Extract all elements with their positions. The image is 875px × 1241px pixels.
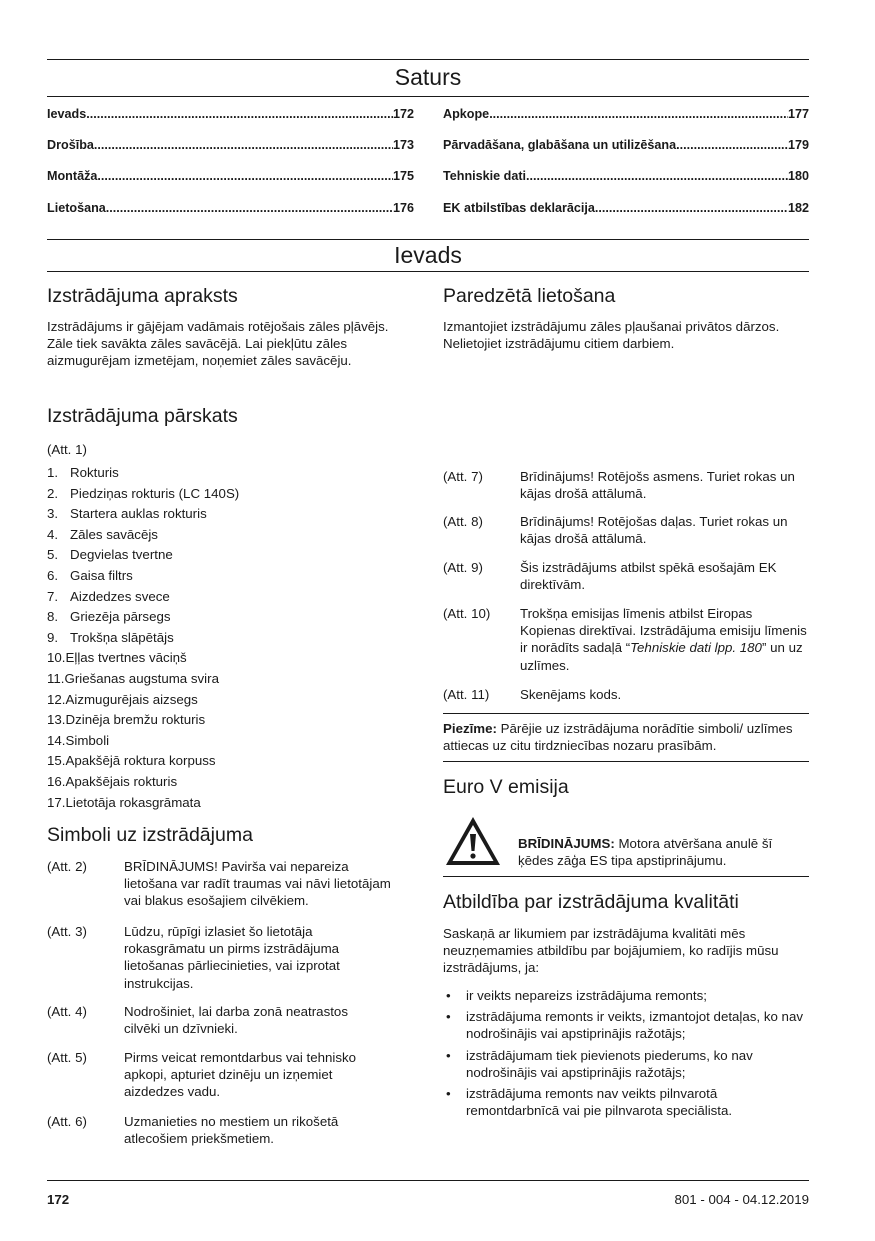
- list-item: 15.Apakšējā roktura korpuss: [47, 753, 216, 769]
- figure-ref: (Att. 11): [443, 687, 490, 702]
- overview-list: [47, 463, 239, 813]
- toc-entry[interactable]: [47, 107, 414, 125]
- description-text: Izstrādājums ir gājējam vadāmais rotējošais zāles pļāvējs. Zāle tiek savākta zāles savācējā. Lai piekļūtu zāles aizmugurējam izmetējam, noņemiet zāles savācēju.: [47, 319, 389, 369]
- description-heading: Izstrādājuma apraksts: [47, 285, 238, 307]
- toc-entry-page: 182: [787, 201, 809, 215]
- toc-entry[interactable]: [443, 201, 809, 219]
- symbol-text: Brīdinājums! Rotējošas daļas. Turiet rokas un kājas drošā attālumā.: [520, 514, 788, 547]
- list-item: 13.Dzinēja bremžu rokturis: [47, 712, 206, 728]
- symbol-entry: [47, 1113, 87, 1130]
- list-item: 4. Zāles savācējs: [47, 526, 158, 542]
- list-item: • ir veikts nepareizs izstrādājuma remonts;: [443, 987, 809, 1004]
- symbol-text: Trokšņa emisijas līmenis atbilst Eiropas Kopienas direktīvai. Izstrādājuma emisiju līmenis ir norādīts sadaļā “Tehniskie dati lpp. 180” un uz uzlīmes.: [520, 606, 807, 673]
- euro-v-heading: Euro V emisija: [443, 776, 569, 798]
- toc-entry-page: 179: [787, 138, 809, 152]
- toc-entry-page: 172: [392, 107, 414, 121]
- toc-entry-label: Montāža: [47, 169, 98, 183]
- list-item: • izstrādājumam tiek pievienots piederums, ko nav nodrošinājis vai apstiprinājis ražotājs;: [443, 1047, 809, 1081]
- symbols-heading: Simboli uz izstrādājuma: [47, 824, 253, 846]
- figure-ref: (Att. 9): [443, 560, 483, 575]
- toc-entry[interactable]: [443, 169, 809, 187]
- page-number: 172: [47, 1192, 70, 1207]
- intended-use-heading: Paredzētā lietošana: [443, 285, 616, 307]
- list-item: 5. Degvielas tvertne: [47, 547, 173, 563]
- liability-heading: Atbildība par izstrādājuma kvalitāti: [443, 891, 739, 913]
- list-item: 11.Griešanas augstuma svira: [47, 670, 219, 686]
- toc-entry[interactable]: [443, 138, 809, 156]
- list-item: 9. Trokšņa slāpētājs: [47, 629, 174, 645]
- symbol-text: Uzmanieties no mestiem un rikošetā atlecošiem priekšmetiem.: [124, 1114, 339, 1147]
- toc-entry-label: Apkope: [443, 107, 490, 121]
- figure-ref: (Att. 5): [47, 1050, 87, 1065]
- symbol-text: Pirms veicat remontdarbus vai tehnisko apkopi, apturiet dzinēju un izņemiet aizdedzes vadu.: [124, 1050, 357, 1100]
- toc-entry-page: 177: [787, 107, 809, 121]
- symbol-entry: [47, 858, 87, 875]
- figure-ref: (Att. 6): [47, 1114, 87, 1129]
- footer-rule: [47, 1180, 809, 1181]
- toc-entry[interactable]: [47, 138, 414, 156]
- symbol-text: Nodrošiniet, lai darba zonā neatrastos cilvēki un dzīvnieki.: [124, 1004, 348, 1037]
- list-item: 3. Startera auklas rokturis: [47, 506, 207, 522]
- note-label: Piezīme:: [443, 721, 497, 736]
- list-item: 7. Aizdedzes svece: [47, 588, 170, 604]
- section-title-rule: [47, 271, 809, 272]
- list-item: 2. Piedziņas rokturis (LC 140S): [47, 485, 240, 501]
- liability-list: [443, 987, 809, 1123]
- warning-label: BRĪDINĀJUMS:: [518, 836, 615, 851]
- symbol-entry: [47, 923, 87, 940]
- section-rule: [47, 239, 809, 240]
- note-rule-bottom: [443, 761, 809, 762]
- symbol-text: Šis izstrādājums atbilst spēkā esošajām EK direktīvām.: [520, 560, 777, 593]
- warning-icon: [443, 814, 503, 868]
- list-item: 10.Eļļas tvertnes vāciņš: [47, 650, 187, 666]
- cross-reference-link[interactable]: Tehniskie dati lpp. 180: [630, 640, 762, 656]
- toc-entry-page: 180: [787, 169, 809, 183]
- toc-entry-label: Ievads: [47, 107, 87, 121]
- toc-entry-label: EK atbilstības deklarācija: [443, 201, 595, 215]
- overview-figure-ref: (Att. 1): [47, 442, 87, 457]
- toc-entry-label: Lietošana: [47, 201, 106, 215]
- toc-entry[interactable]: [47, 201, 414, 219]
- note: Piezīme: Pārējie uz izstrādājuma norādītie simboli/ uzlīmes attiecas uz citu tirdzniecības nozaru prasībām.: [443, 721, 793, 754]
- figure-ref: (Att. 8): [443, 514, 483, 529]
- list-item: 12.Aizmugurējais aizsegs: [47, 691, 198, 707]
- doc-reference: 801 - 004 - 04.12.2019: [674, 1192, 809, 1207]
- figure-ref: (Att. 3): [47, 924, 87, 939]
- list-item: • izstrādājuma remonts nav veikts pilnvarotā remontdarbnīcā vai pie pilnvarota speciālista.: [443, 1085, 809, 1119]
- toc-entry-label: Tehniskie dati: [443, 169, 527, 183]
- overview-heading: Izstrādājuma pārskats: [47, 405, 238, 427]
- toc-entry[interactable]: [443, 107, 809, 125]
- list-item: 6. Gaisa filtrs: [47, 567, 133, 583]
- figure-ref: (Att. 2): [47, 859, 87, 874]
- symbol-text: Brīdinājums! Rotējošs asmens. Turiet rokas un kājas drošā attālumā.: [520, 469, 795, 502]
- list-item: 8. Griezēja pārsegs: [47, 609, 171, 625]
- symbol-text: Skenējams kods.: [520, 687, 622, 702]
- symbol-entry: [47, 1049, 87, 1066]
- figure-ref: (Att. 10): [443, 606, 491, 621]
- figure-ref: (Att. 7): [443, 469, 483, 484]
- list-item: 1. Rokturis: [47, 465, 119, 480]
- toc-entry-label: Pārvadāšana, glabāšana un utilizēšana: [443, 138, 677, 152]
- toc-title: Saturs: [394, 64, 462, 90]
- toc-entry-label: Drošība: [47, 138, 94, 152]
- symbol-text: BRĪDINĀJUMS! Pavirša vai nepareiza lietošana var radīt traumas vai nāvi lietotājam vai blakus esošajiem cilvēkiem.: [124, 859, 391, 909]
- warning-rule: [443, 876, 809, 877]
- intended-use-text: Izmantojiet izstrādājumu zāles pļaušanai privātos dārzos. Nelietojiet izstrādājumu citiem darbiem.: [443, 319, 780, 352]
- toc-entry-page: 176: [392, 201, 414, 215]
- list-item: 17.Lietotāja rokasgrāmata: [47, 794, 201, 810]
- toc-entry-page: 173: [392, 138, 414, 152]
- section-title: Ievads: [394, 242, 462, 268]
- toc-entry-page: 175: [392, 169, 414, 183]
- list-item: • izstrādājuma remonts ir veikts, izmantojot detaļas, ko nav nodrošinājis vai apstiprinājis ražotājs;: [443, 1008, 809, 1042]
- warning-text: BRĪDINĀJUMS: Motora atvēršana anulē šī ķēdes zāģa ES tipa apstiprinājumu.: [518, 836, 773, 869]
- toc-entry[interactable]: [47, 169, 414, 187]
- list-item: 16.Apakšējais rokturis: [47, 773, 178, 789]
- top-rule: [47, 59, 809, 60]
- figure-ref: (Att. 4): [47, 1004, 87, 1019]
- symbol-entry: [47, 1003, 87, 1020]
- note-rule-top: [443, 713, 809, 714]
- list-item: 14.Simboli: [47, 732, 110, 748]
- symbol-text: Lūdzu, rūpīgi izlasiet šo lietotāja rokasgrāmatu un pirms izstrādājuma lietošanas pārliecinieties, vai izprotat instrukcijas.: [124, 924, 340, 991]
- liability-text: Saskaņā ar likumiem par izstrādājuma kvalitāti mēs neuzņemamies atbildību par bojājumiem, ko radījis mūsu izstrādājums, ja:: [443, 926, 779, 976]
- toc-title-rule: [47, 96, 809, 97]
